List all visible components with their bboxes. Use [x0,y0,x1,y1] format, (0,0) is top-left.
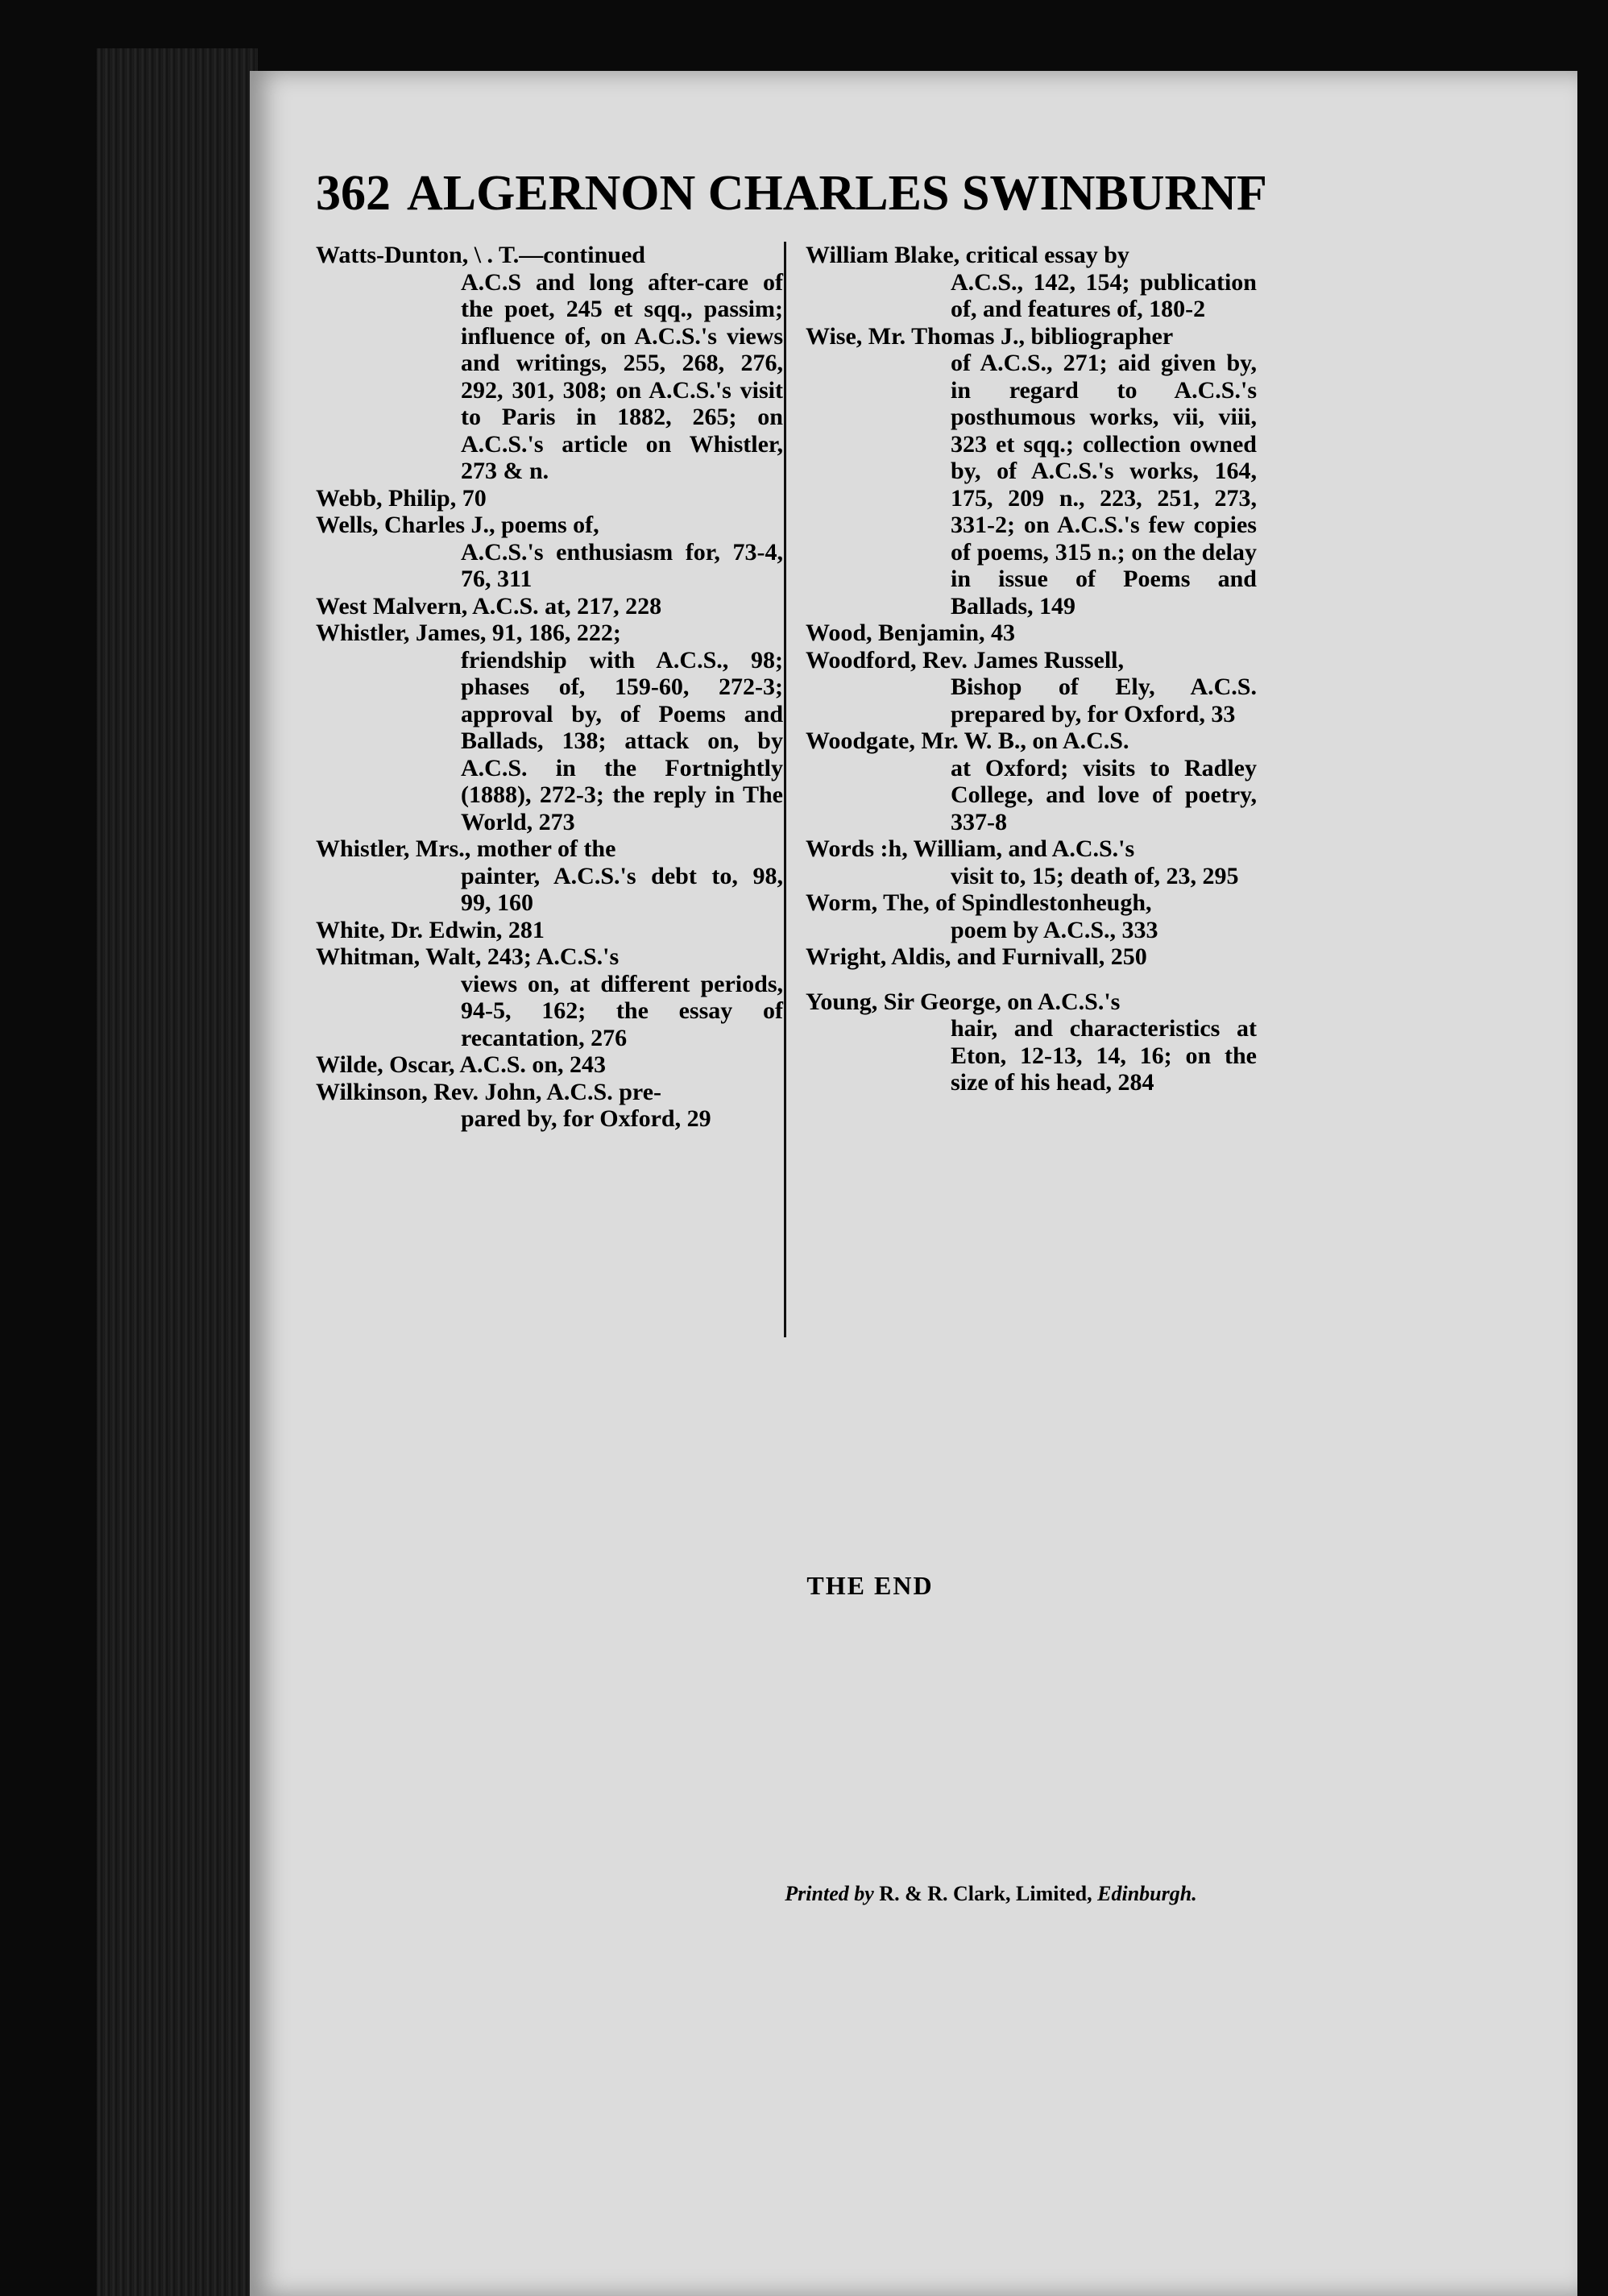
index-entry-heading: Words :h, William, and A.C.S.'s [806,835,1135,862]
running-title: ALGERNON CHARLES SWINBURNF [407,166,1267,221]
index-entry-heading: Whistler, James, 91, 186, 222; [316,620,621,646]
index-entry [806,943,1257,971]
printer-imprint [588,1882,1394,1906]
index-entry-heading: Worm, The, of Spindlestonheugh, [806,889,1152,916]
index-entry-subentries: of A.C.S., 271; aid given by, in regard to A.C.S.'s posthumous works, vii, viii, 323 et sqq.; collection owned by, of A.C.S.'s works, 164, 175, 209 n., 223, 251, 273, 331-2; on A.C.S.'s few copies of poems, 315 n.; on the delay in issue of Poems and Ballads, 149 [951,350,1257,620]
index-entry-subentries: A.C.S.'s enthusiasm for, 73-4, 76, 311 [461,538,783,592]
page-header [316,165,1267,222]
index-entry-heading: Wood, Benjamin, 43 [806,620,1016,646]
column-divider [784,242,786,1337]
index-entry [316,917,783,944]
index-entry-heading: Whistler, Mrs., mother of the [316,835,616,862]
index-entry-heading: Woodford, Rev. James Russell, [806,646,1125,673]
index-entry-heading: Wilde, Oscar, A.C.S. on, 243 [316,1051,607,1078]
index-entry-heading: Young, Sir George, on A.C.S.'s [806,988,1121,1015]
index-entry [806,620,1257,647]
index-entry-subentries: poem by A.C.S., 333 [951,916,1158,943]
index-entry-subentries: painter, A.C.S.'s debt to, 98, 99, 160 [461,862,783,916]
index-entry [806,242,1257,323]
index-entry-heading: Wise, Mr. Thomas J., bibliographer [806,322,1174,350]
index-entry-subentries: A.C.S and long after-care of the poet, 245 et sqq., passim; influence of, on A.C.S.'s views and writings, 255, 268, 276, 292, 301, 308; on A.C.S.'s visit to Paris in 1882, 265; on A.C.S.'s article on Whistler, 273 & n. [461,268,783,484]
page-number: 362 [316,166,391,221]
index-entry [806,647,1257,728]
index-entry-heading: Watts-Dunton, \ . T.—continued [316,242,645,268]
index-entry-subentries: friendship with A.C.S., 98; phases of, 159-60, 272-3; approval by, of Poems and Ballads, 138; attack on, by A.C.S. in the Fortnightly (1888), 272-3; the reply in The World, 273 [461,646,783,835]
index-entry [316,1051,783,1079]
index-entry [806,323,1257,620]
index-entry [806,988,1257,1096]
printer-prefix: Printed by [785,1882,874,1905]
index-entry-subentries: A.C.S., 142, 154; publication of, and features of, 180-2 [951,268,1257,322]
index-entry-heading: Woodgate, Mr. W. B., on A.C.S. [806,727,1129,754]
index-entry [316,512,783,593]
index-entry-subentries: Bishop of Ely, A.C.S. prepared by, for Oxford, 33 [951,673,1257,727]
index-entry-heading: Wilkinson, Rev. John, A.C.S. pre- [316,1078,662,1105]
index-entry-heading: White, Dr. Edwin, 281 [316,916,545,943]
index-entry [316,1079,783,1133]
index-entry [316,485,783,512]
index-entry-subentries: pared by, for Oxford, 29 [461,1105,711,1132]
index-entry-subentries: at Oxford; visits to Radley College, and love of poetry, 337-8 [951,754,1257,835]
entry-spacer [806,971,1257,988]
printer-city: Edinburgh. [1097,1882,1197,1905]
printer-name: R. & R. Clark, Limited, [879,1882,1092,1905]
index-entry [806,727,1257,835]
index-entry-heading: Wright, Aldis, and Furnivall, 250 [806,943,1147,970]
index-entry-heading: Whitman, Walt, 243; A.C.S.'s [316,943,620,970]
index-entry-heading: William Blake, critical essay by [806,242,1129,268]
index-entry-heading: Webb, Philip, 70 [316,484,487,512]
index-column-left [316,242,783,1133]
index-entry-subentries: visit to, 15; death of, 23, 295 [951,862,1239,889]
index-entry [316,835,783,917]
index-column-right [806,242,1257,1096]
the-end-label: THE END [806,1571,934,1600]
index-entry-subentries: hair, and characteristics at Eton, 12-13, 14, 16; on the size of his head, 284 [951,1015,1257,1096]
index-entry [806,835,1257,889]
index-entry-subentries: views on, at different periods, 94-5, 162; the essay of recantation, 276 [461,970,783,1051]
index-entry [316,593,783,620]
index-entry [316,242,783,485]
book-spine-edge [97,48,258,2296]
index-entry [316,620,783,835]
index-entry [806,889,1257,943]
index-entry [316,943,783,1051]
index-entry-heading: Wells, Charles J., poems of, [316,512,599,538]
index-entry-heading: West Malvern, A.C.S. at, 217, 228 [316,592,662,620]
